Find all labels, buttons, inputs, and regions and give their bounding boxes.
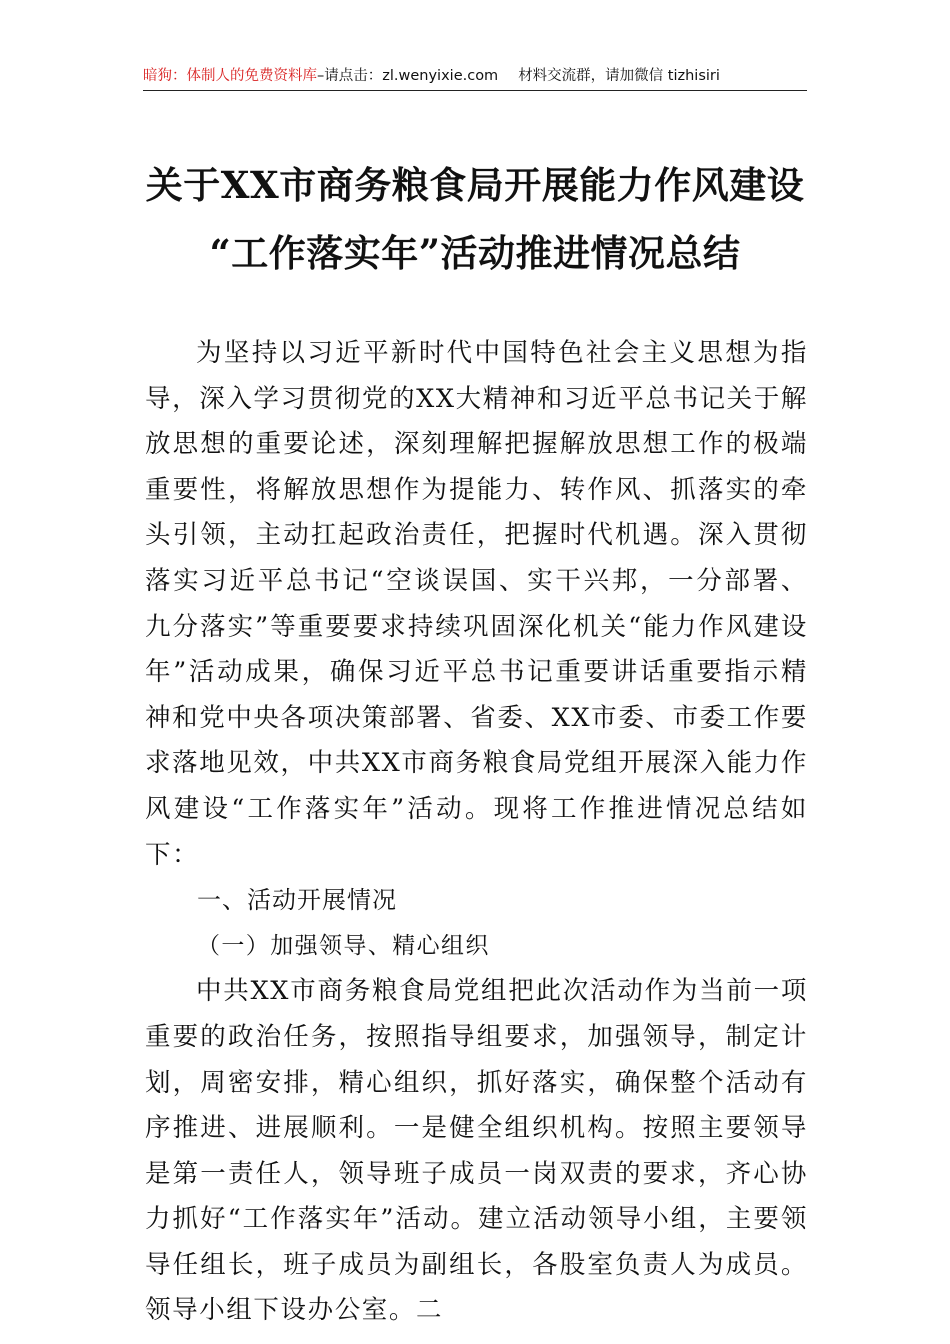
header-site-name: 暗狗：体制人的免费资料库 [143,68,317,84]
subsection-heading: （一）加强领导、精心组织 [197,932,490,959]
page-header [143,62,807,91]
subsection-paragraph: 中共XX市商务粮食局党组把此次活动作为当前一项重要的政治任务，按照指导组要求，加强领导，制定计划，周密安排，精心组织，抓好落实，确保整个活动有序推进、进展顺利。一是健全组织机构。按照主要领导是第一责任人，领导班子成员一岗双责的要求，齐心协力抓好“工作落实年”活动。建立活动领导小组，主要领导任组长，班子成员为副组长，各股室负责人为成员。领导小组下设办公室。二 [145,976,808,1326]
header-contact-text: 材料交流群，请加微信 tizhisiri [518,68,720,84]
intro-paragraph: 为坚持以习近平新时代中国特色社会主义思想为指导，深入学习贯彻党的XX大精神和习近平总书记关于解放思想的重要论述，深刻理解把握解放思想工作的极端重要性，将解放思想作为提能力、转作风、抓落实的牵头引领，主动扛起政治责任，把握时代机遇。深入贯彻落实习近平总书记“空谈误国、实干兴邦，一分部署、九分落实”等重要要求持续巩固深化机关“能力作风建设年”活动成果，确保习近平总书记重要讲话重要指示精神和党中央各项决策部署、省委、XX市委、市委工作要求落地见效，中共XX市商务粮食局党组开展深入能力作风建设“工作落实年”活动。现将工作推进情况总结如下： [145,338,808,870]
header-link-text[interactable]: –请点击：zl.wenyixie.com [317,68,499,84]
document-body [145,331,808,1334]
document-title-line2: “工作落实年”活动推进情况总结 [209,231,741,275]
section-heading: 一、活动开展情况 [197,886,397,915]
document-title-line1: 关于XX市商务粮食局开展能力作风建设 [145,163,805,207]
